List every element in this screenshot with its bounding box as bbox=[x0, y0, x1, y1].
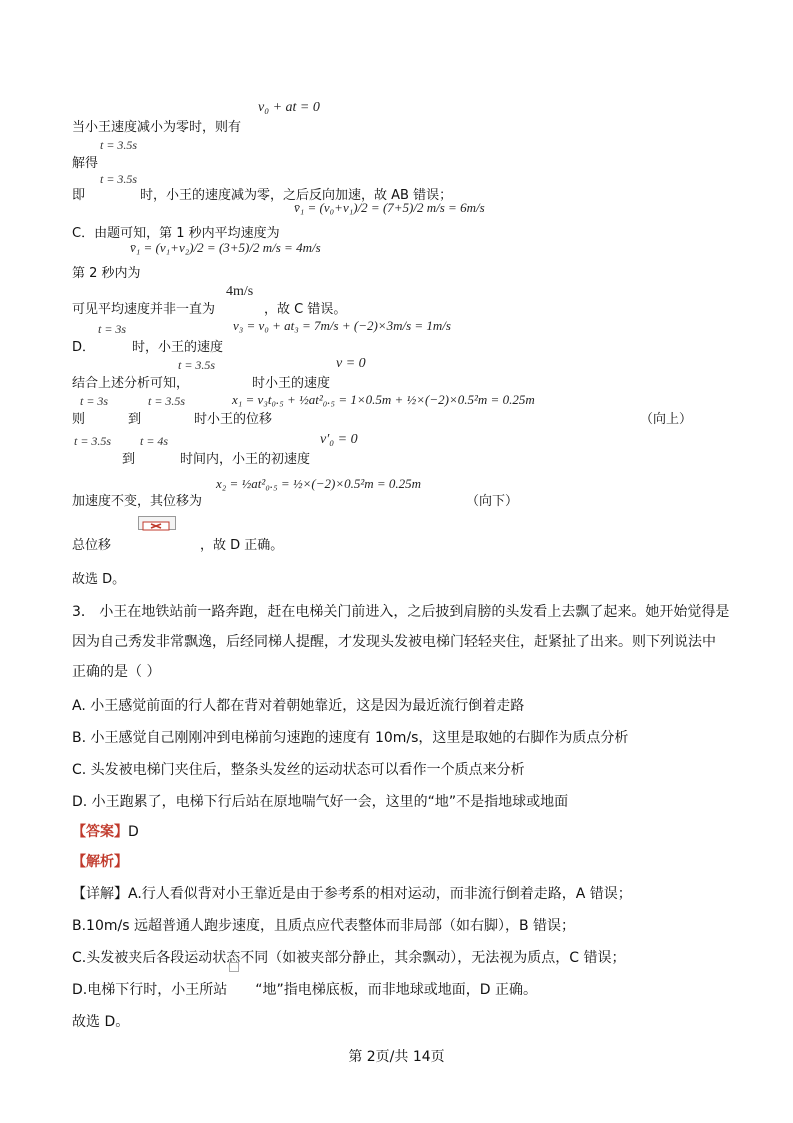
q3-option-d: D. 小王跑累了，电梯下行后站在原地喘气好一会，这里的“地”不是指地球或地面 bbox=[72, 794, 569, 810]
q3-stem-line-2: 因为自己秀发非常飘逸，后经同梯人提醒，才发现头发被电梯门轻轻夹住，赶紧扯了出来。则下列说法中 bbox=[72, 634, 716, 650]
text-ze: 则 bbox=[72, 412, 86, 427]
answer-line bbox=[72, 822, 139, 842]
text-d-speed: 时，小王的速度 bbox=[132, 340, 224, 355]
text-upward: （向上） bbox=[640, 412, 693, 427]
detail-c: C.头发被夹后各段运动状态不同（如被夹部分静止，其余飘动），无法视为质点，C 错误； bbox=[72, 950, 626, 966]
text-combine-speed: 时小王的速度 bbox=[252, 376, 331, 391]
eq-v0-plus-at: v₀ + at = 0 bbox=[258, 100, 320, 115]
t-value-35c: t = 3.5s bbox=[74, 434, 112, 448]
text-solve: 解得 bbox=[72, 156, 99, 171]
broken-image-icon bbox=[138, 516, 176, 530]
eq-avg-v1: v̄₁ = (v₀+v₁)/2 = (7+5)/2 m/s = 6m/s bbox=[294, 200, 485, 215]
detail-d-line bbox=[72, 980, 537, 1000]
text-combine: 结合上述分析可知， bbox=[72, 376, 190, 391]
text-accel-constant: 加速度不变，其位移为 bbox=[72, 494, 203, 509]
text-downward: （向下） bbox=[466, 494, 519, 509]
detail-d-a: D.电梯下行时，小王所站 bbox=[72, 982, 228, 998]
t-value-3: t = 3s bbox=[98, 322, 127, 336]
eq-v0-prime: v′₀ = 0 bbox=[320, 432, 358, 447]
detail-a-line bbox=[72, 884, 632, 904]
text-speed-zero: 当小王速度减小为零时，则有 bbox=[72, 120, 242, 135]
text-choose-d-2: 故选 D。 bbox=[72, 1014, 130, 1030]
q3-option-a: A. 小王感觉前面的行人都在背对着朝她靠近，这是因为最近流行倒着走路 bbox=[72, 698, 525, 714]
eq-x1: x₁ = v₃t₀.₅ + ½at²₀.₅ = 1×0.5m + ½×(−2)×0.5²m = 0.25m bbox=[232, 392, 535, 407]
t-value-4: t = 4s bbox=[140, 434, 169, 448]
t-value-3b: t = 3s bbox=[80, 394, 109, 408]
q3-option-c: C. 头发被电梯门夹住后，整条头发丝的运动状态可以看作一个质点来分析 bbox=[72, 762, 525, 778]
text-option-d: D． bbox=[72, 340, 96, 355]
text-option-c: C．由题可知，第 1 秒内平均速度为 bbox=[72, 226, 280, 241]
eq-avg-v2: v̄₁ = (v₁+v₂)/2 = (3+5)/2 m/s = 4m/s bbox=[130, 240, 321, 255]
q3-option-b: B. 小王感觉自己刚刚冲到电梯前匀速跑的速度有 10m/s，这里是取她的右脚作为质点分析 bbox=[72, 730, 629, 746]
text-c-wrong: ，故 C 错误。 bbox=[264, 302, 347, 317]
text-dao-1: 到 bbox=[128, 412, 142, 427]
text-choose-d-1: 故选 D。 bbox=[72, 572, 126, 587]
analysis-line bbox=[72, 852, 128, 872]
text-displacement: 时小王的位移 bbox=[194, 412, 273, 427]
text-dao-2: 到 bbox=[122, 452, 136, 467]
detail-b: B.10m/s 远超普通人跑步速度，且质点应代表整体而非局部（如右脚），B 错误； bbox=[72, 918, 576, 934]
analysis-label: 【解析】 bbox=[72, 854, 128, 870]
text-ji: 即 bbox=[72, 188, 86, 203]
detail-label: 【详解】 bbox=[72, 886, 128, 902]
q3-stem-line-3: 正确的是（ ） bbox=[72, 664, 161, 680]
text-d-correct: ，故 D 正确。 bbox=[200, 538, 284, 553]
detail-a: A.行人看似背对小王靠近是由于参考系的相对运动，而非流行倒着走路，A 错误； bbox=[128, 886, 632, 902]
text-total-displacement: 总位移 bbox=[72, 538, 112, 553]
text-second-interval: 第 2 秒内为 bbox=[72, 266, 141, 281]
page-footer: 第 2页/共 14页 bbox=[348, 1049, 445, 1065]
broken-image-small-icon bbox=[229, 962, 239, 972]
answer-value: D bbox=[128, 824, 139, 840]
answer-label: 【答案】 bbox=[72, 824, 128, 840]
t-value-35b: t = 3.5s bbox=[148, 394, 186, 408]
eq-v-zero: v = 0 bbox=[336, 356, 366, 371]
text-init-velocity: 时间内，小王的初速度 bbox=[180, 452, 311, 467]
text-avg-not-constant: 可见平均速度并非一直为 bbox=[72, 302, 216, 317]
t-value-2: t = 3.5s bbox=[100, 172, 138, 186]
text-speed-zero-reverse: 时，小王的速度减为零，之后反向加速，故 AB 错误； bbox=[140, 188, 453, 203]
t-value-1: t = 3.5s bbox=[100, 138, 138, 152]
eq-x2: x₂ = ½at²₀.₅ = ½×(−2)×0.5²m = 0.25m bbox=[216, 476, 422, 491]
avg-value: 4m/s bbox=[226, 284, 254, 299]
detail-d-b: “地”指电梯底板，而非地球或地面，D 正确。 bbox=[255, 982, 537, 998]
eq-v3: v₃ = v₀ + at₃ = 7m/s + (−2)×3m/s = 1m/s bbox=[233, 318, 451, 333]
q3-stem-line-1: 3． 小王在地铁站前一路奔跑，赶在电梯关门前进入，之后披到肩膀的头发看上去飘了起来。她开始觉得是 bbox=[72, 604, 730, 620]
t-value-35: t = 3.5s bbox=[178, 358, 216, 372]
